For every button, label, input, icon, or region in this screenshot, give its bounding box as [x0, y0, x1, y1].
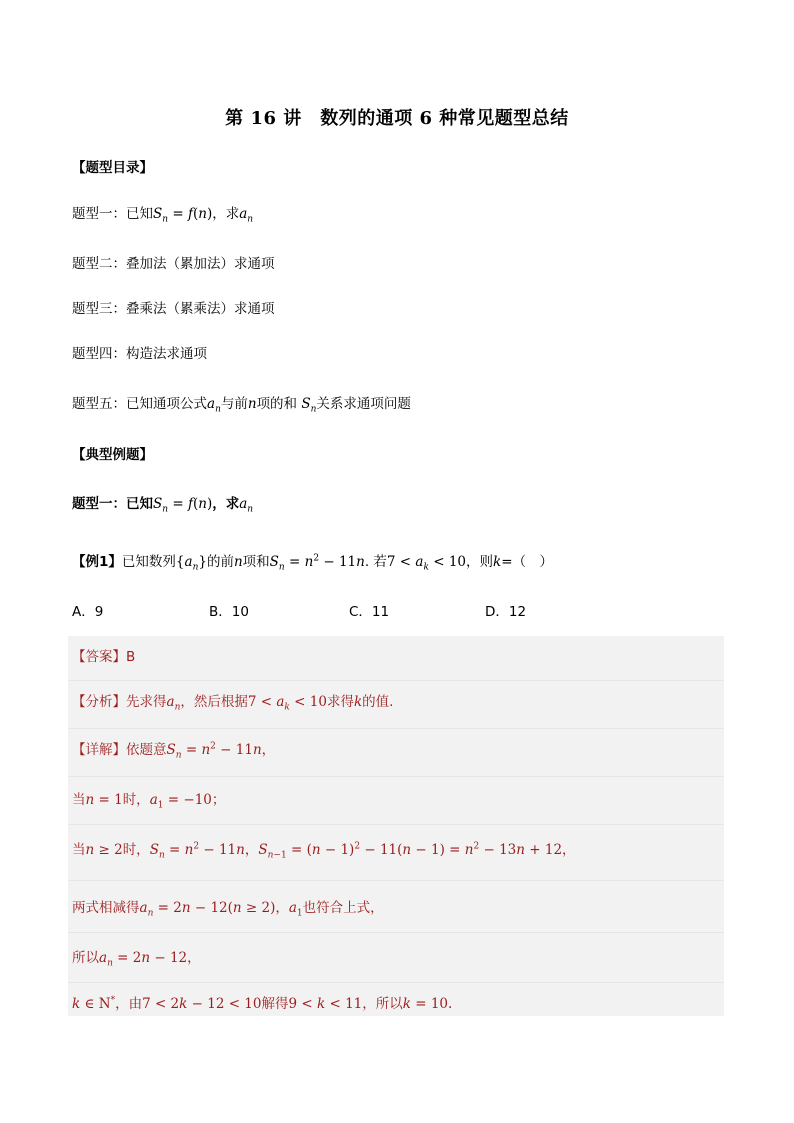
- catalog-item-5-suffix: 关系求通项问题: [316, 396, 411, 412]
- example-text-3: 项和: [242, 554, 270, 570]
- analysis-text-1: 先求得: [126, 694, 167, 710]
- case1-mid: 时，: [122, 792, 150, 808]
- section-heading-suffix: ，求: [212, 496, 240, 512]
- solution-box: [68, 636, 724, 1016]
- catalog-item-5-mid2: 项的和: [256, 396, 298, 412]
- detail-text-1: 依题意: [126, 742, 167, 758]
- example-text-2: 的前: [206, 554, 234, 570]
- example-text-1: 已知数列: [121, 554, 176, 570]
- case2-prefix: 当: [72, 842, 86, 858]
- case2-mid: 时，: [122, 842, 150, 858]
- catalog-item-3: 题型三：叠乘法（累乘法）求通项: [72, 301, 275, 317]
- solution-analysis: 【分析】先求得$a_n$，然后根据$7 < a_k < 10$求得k的值.: [72, 694, 394, 713]
- case1-prefix: 当: [72, 792, 86, 808]
- option-d[interactable]: D．12: [485, 604, 527, 620]
- final-text-1: ，由: [115, 996, 143, 1012]
- section-heading-1: 题型一：已知$S_n = f(n)$，求$a_n$: [72, 496, 254, 515]
- catalog-item-5-prefix: 题型五：已知通项公式: [72, 396, 207, 412]
- solution-detail: 【详解】依题意$S_n = n^2 - 11n$，: [72, 741, 276, 761]
- catalog-item-1-prefix: 题型一：已知: [72, 206, 153, 222]
- solution-subtract: 两式相减得$a_n = 2n - 12(n \ge 2)$，$a_1$也符合上式，: [72, 900, 384, 919]
- solution-case-1: 当n = 1时，$a_1 = -10$；: [72, 792, 226, 811]
- subtract-text-1: 两式相减得: [72, 900, 140, 916]
- subtract-text-3: 也符合上式，: [302, 900, 384, 916]
- example-1: 【例1】已知数列$\{a_n\}$的前n项和$S_n = n^2 - 11n$. 若$7 < a_k < 10$，则k=（ ）: [72, 553, 554, 573]
- final-text-2: 解得: [261, 996, 289, 1012]
- analysis-label: 【分析】: [72, 694, 126, 710]
- page-title: 第 16 讲 数列的通项 6 种常见题型总结: [225, 108, 569, 129]
- solution-so: 所以$a_n = 2n - 12$，: [72, 950, 201, 969]
- subtract-text-2: ，: [275, 900, 289, 916]
- formula-an: $a_n$: [239, 206, 254, 225]
- catalog-item-1-suffix: ，求: [212, 206, 240, 222]
- example-text-4: . 若: [364, 554, 387, 570]
- catalog-header: 【题型目录】: [72, 160, 153, 176]
- option-b[interactable]: B．10: [209, 604, 249, 620]
- so-text-1: 所以: [72, 950, 99, 966]
- analysis-text-2: ，然后根据: [180, 694, 248, 710]
- section-heading-prefix: 题型一：已知: [72, 496, 153, 512]
- catalog-item-5: 题型五：已知通项公式$a_n$与前n项的和 $S_n$关系求通项问题: [72, 396, 411, 415]
- example-text-5: ，则: [466, 554, 494, 570]
- catalog-item-1: 题型一：已知$S_n = f(n)$，求$a_n$: [72, 206, 254, 225]
- detail-label: 【详解】: [72, 742, 126, 758]
- catalog-item-2: 题型二：叠加法（累加法）求通项: [72, 256, 275, 272]
- solution-answer: 【答案】B: [72, 649, 136, 665]
- catalog-item-4: 题型四：构造法求通项: [72, 346, 207, 362]
- solution-final: k ∈ N*，由7 < 2k − 12 < 10解得9 < k < 11，所以k = 10.: [72, 995, 453, 1012]
- analysis-text-3: 求得: [326, 694, 354, 710]
- example-label: 【例1】: [72, 554, 122, 570]
- formula-sn: $S_n$: [153, 206, 169, 225]
- examples-header: 【典型例题】: [72, 447, 153, 463]
- catalog-item-5-mid1: 与前: [220, 396, 248, 412]
- option-c[interactable]: C．11: [349, 604, 390, 620]
- final-text-3: ，所以: [362, 996, 403, 1012]
- option-a[interactable]: A．9: [72, 604, 104, 620]
- analysis-text-4: 的值.: [362, 694, 394, 710]
- example-text-6: =（ ）: [501, 554, 554, 570]
- solution-case-2: 当n ≥ 2时，$S_n = n^2 - 11n$，$S_{n-1} = (n - 1)^2 - 11(n - 1) = n^2 - 13n + 12$，: [72, 841, 576, 861]
